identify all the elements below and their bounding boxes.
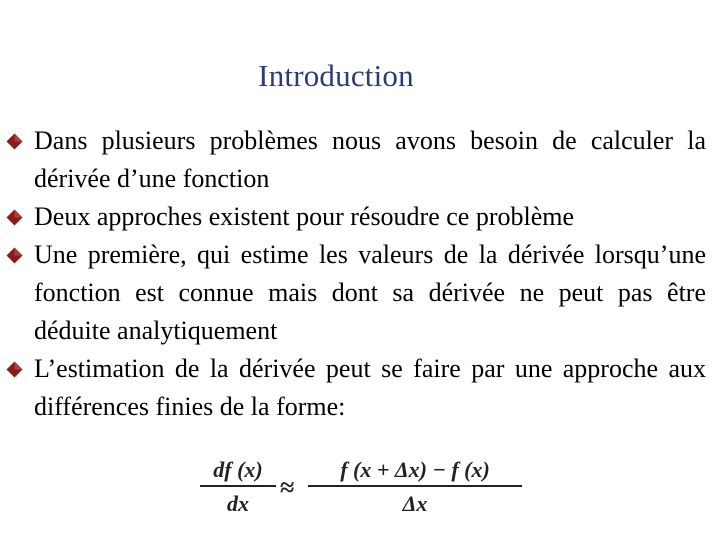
diamond-icon (6, 361, 23, 378)
formula-rhs-numerator: f (x + Δx) − f (x) (340, 457, 490, 482)
approx-sign: ≈ (280, 473, 295, 502)
bullet-text: Dans plusieurs problèmes nous avons besoin de calculer la dérivée d’une fonction (34, 126, 706, 193)
bullet-item (6, 122, 706, 198)
slide-title: Introduction (258, 58, 414, 93)
formula-lhs-denominator: dx (227, 491, 249, 516)
bullet-text: L’estimation de la dérivée peut se faire par une approche aux différences finies de la forme: (34, 354, 706, 421)
bullet-item (6, 236, 706, 350)
bullet-text: Deux approches existent pour résoudre ce problème (34, 202, 575, 231)
bullet-item (6, 350, 706, 426)
formula-lhs-fraction (200, 455, 276, 521)
formula-rhs-fraction (308, 455, 522, 521)
formula-lhs-numerator: df (x) (213, 457, 263, 482)
diamond-icon (6, 247, 23, 264)
formula-rhs-denominator: Δx (402, 491, 428, 516)
bullet-list (6, 122, 706, 426)
diamond-icon (6, 209, 23, 226)
bullet-item (6, 198, 706, 236)
diamond-icon (6, 133, 23, 150)
bullet-text: Une première, qui estime les valeurs de la dérivée lorsqu’une fonction est connue mais dont sa dérivée ne peut pas être déduite analytiquement (34, 240, 706, 345)
derivative-formula (200, 455, 530, 525)
